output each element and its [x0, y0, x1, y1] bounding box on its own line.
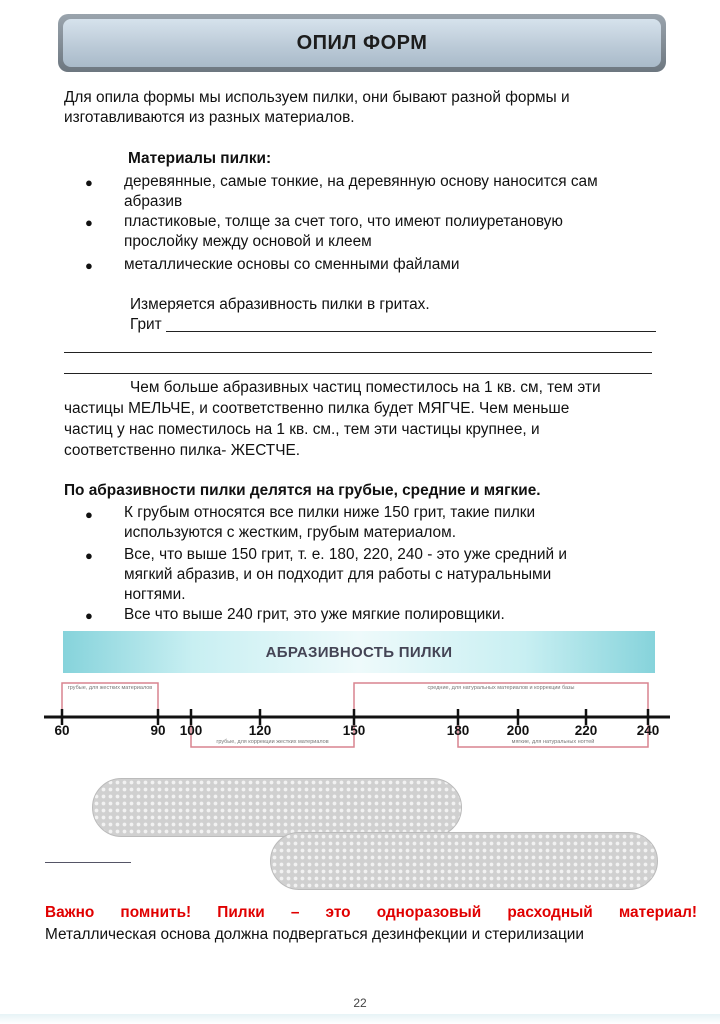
materials-heading: Материалы пилки: — [128, 150, 272, 167]
scale-tick-label: 220 — [574, 723, 598, 738]
list-item: металлические основы со сменными файлами — [124, 256, 460, 273]
scale-tick-label: 240 — [636, 723, 660, 738]
blank-line — [64, 352, 652, 353]
bullet-icon: ● — [85, 175, 93, 190]
bullet-icon: ● — [85, 507, 93, 522]
blank-line — [166, 331, 656, 332]
list-item: мягкий абразив, и он подходит для работы с натуральными — [124, 566, 552, 583]
figure-title: АБРАЗИВНОСТЬ ПИЛКИ — [265, 643, 453, 661]
list-item: пластиковые, толще за счет того, что имеют полиуретановую — [124, 213, 563, 230]
types-heading: По абразивности пилки делятся на грубые, средние и мягкие. — [64, 482, 541, 499]
blank-line — [64, 373, 652, 374]
grit-line-1: Измеряется абразивность пилки в гритах. — [130, 296, 430, 313]
list-item: прослойку между основой и клеем — [124, 233, 372, 250]
nail-file-illustration — [270, 832, 658, 890]
scale-tick-label: 120 — [248, 723, 272, 738]
intro-line-2: изготавливаются из разных материалов. — [64, 109, 355, 126]
bullet-icon: ● — [85, 608, 93, 623]
range-label: средние, для натуральных материалов и коррекции базы — [427, 685, 575, 691]
grit-label: Грит — [130, 316, 162, 333]
explanation-line: частицы МЕЛЬЧЕ, и соответственно пилка будет МЯГЧЕ. Чем меньше — [64, 400, 570, 417]
divider — [45, 862, 131, 863]
nail-file-illustration — [92, 778, 462, 837]
intro-line-1: Для опила формы мы используем пилки, они бывают разной формы и — [64, 89, 570, 106]
range-label: грубые, для коррекции жестких материалов — [216, 739, 329, 745]
explanation-line: соответственно пилка- ЖЕСТЧЕ. — [64, 442, 300, 459]
bullet-icon: ● — [85, 258, 93, 273]
sterilization-note: Металлическая основа должна подвергаться дезинфекции и стерилизации — [45, 926, 585, 943]
range-label: грубые, для жестких материалов — [67, 685, 153, 691]
list-item: деревянные, самые тонкие, на деревянную основу наносится сам — [124, 173, 598, 190]
list-item: ногтями. — [124, 586, 186, 603]
scale-tick-label: 200 — [506, 723, 530, 738]
scale-tick-label: 60 — [54, 723, 70, 738]
page-title: ОПИЛ ФОРМ — [296, 31, 428, 54]
list-item: Все что выше 240 грит, это уже мягкие полировщики. — [124, 606, 505, 623]
scale-tick-label: 90 — [150, 723, 166, 738]
list-item: абразив — [124, 193, 183, 210]
bullet-icon: ● — [85, 215, 93, 230]
explanation-line: частиц у нас поместилось на 1 кв. см., тем эти частицы крупнее, и — [64, 421, 540, 438]
page-number: 22 — [353, 996, 367, 1010]
scale-tick-label: 150 — [342, 723, 366, 738]
list-item: Все, что выше 150 грит, т. е. 180, 220, 240 - это уже средний и — [124, 546, 567, 563]
scale-tick-label: 100 — [179, 723, 203, 738]
page-header — [63, 19, 661, 67]
scale-tick-label: 180 — [446, 723, 470, 738]
grit-scale — [40, 675, 680, 755]
list-item: используются с жестким, грубым материалом. — [124, 524, 456, 541]
explanation-line: Чем больше абразивных частиц поместилось на 1 кв. см, тем эти — [130, 379, 601, 396]
scale-ticks — [54, 709, 659, 738]
range-label: мягкие, для натуральных ногтей — [511, 739, 595, 745]
list-item: К грубым относятся все пилки ниже 150 грит, такие пилки — [124, 504, 536, 521]
warning-text: Важно помнить! Пилки – это одноразовый расходный материал! — [45, 904, 697, 921]
footer-band — [0, 1014, 720, 1024]
bullet-icon: ● — [85, 548, 93, 563]
